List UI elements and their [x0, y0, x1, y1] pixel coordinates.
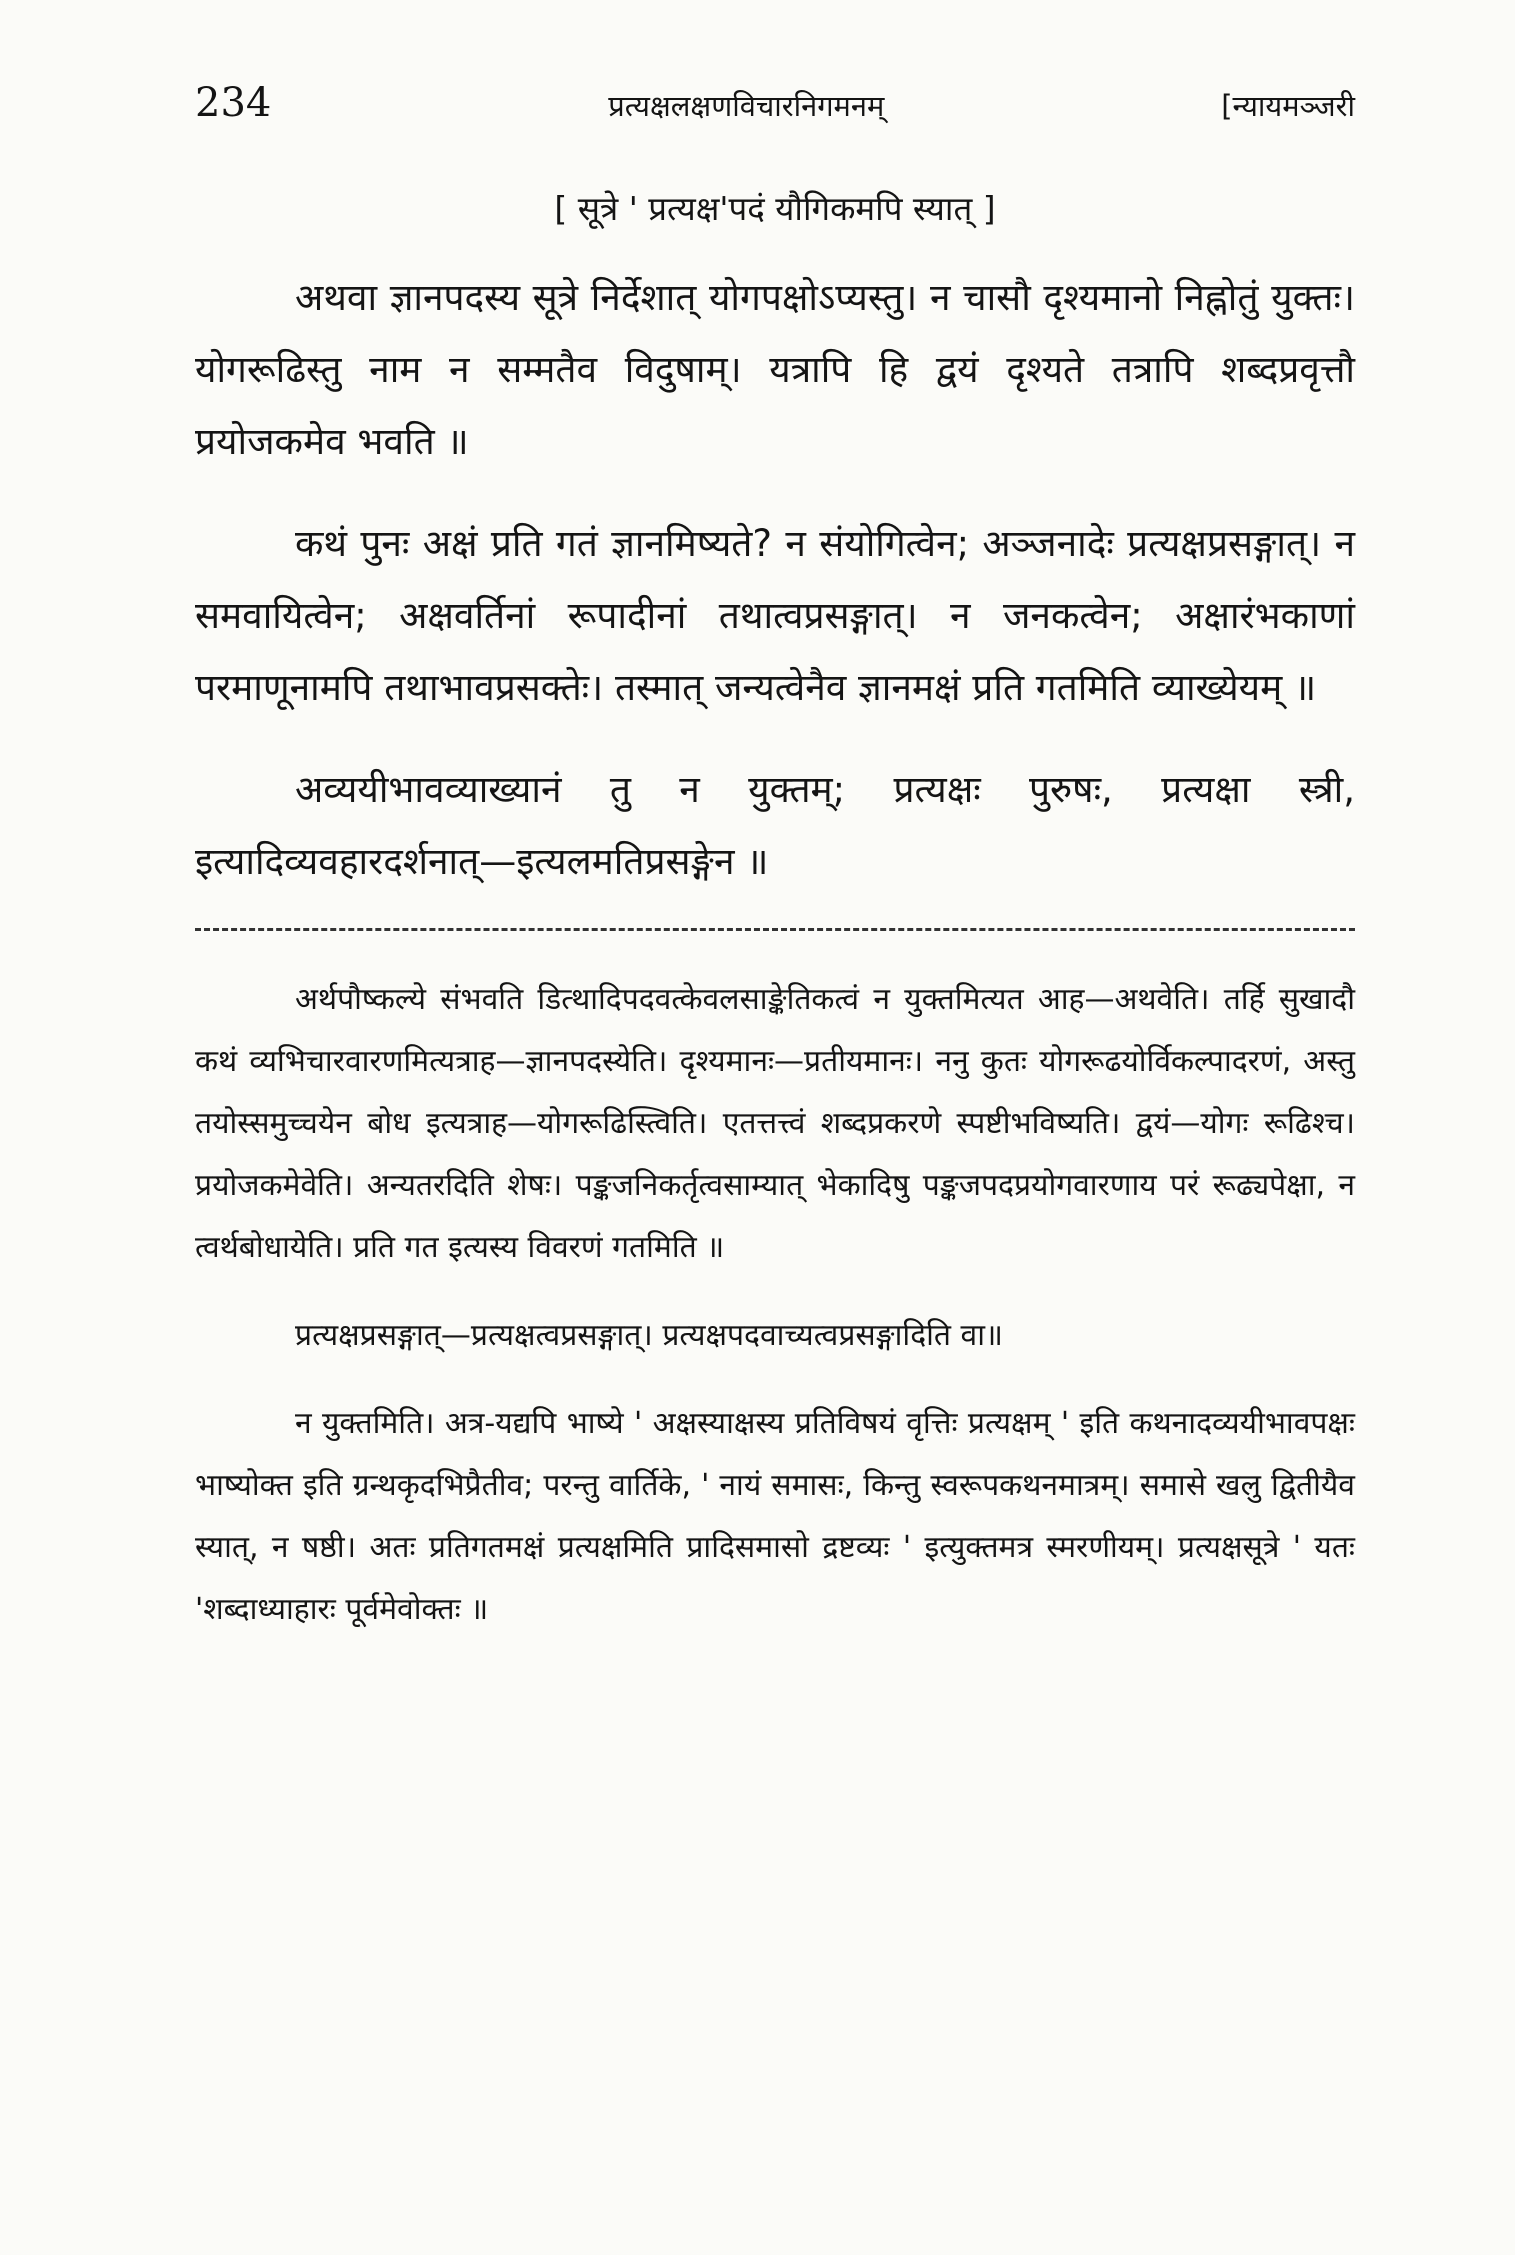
main-paragraph: अथवा ज्ञानपदस्य सूत्रे निर्देशात् योगपक्षोऽप्यस्तु। न चासौ दृश्यमानो निह्नोतुं युक्तः। योगरूढिस्तु नाम न सम्मतैव विदुषाम्। यत्रापि हि द्वयं दृश्यते तत्रापि शब्दप्रवृत्तौ प्रयोजकमेव भवति ॥ — [195, 276, 1355, 463]
book-title: [न्यायमञ्जरी — [1221, 89, 1355, 123]
commentary-paragraph: प्रत्यक्षप्रसङ्गात्—प्रत्यक्षत्वप्रसङ्गात्। प्रत्यक्षपदवाच्यत्वप्रसङ्गादिति वा॥ — [295, 1318, 1003, 1353]
section-heading: [ सूत्रे ' प्रत्यक्ष'पदं यौगिकमपि स्यात् ] — [554, 189, 996, 228]
main-paragraph: अव्ययीभावव्याख्यानं तु न युक्तम्; प्रत्यक्षः पुरुषः, प्रत्यक्षा स्त्री, इत्यादिव्यवहारदर्शनात्—इत्यलमतिप्रसङ्गेन ॥ — [195, 768, 1355, 883]
page-header — [195, 80, 1355, 140]
commentary-paragraph: अर्थपौष्कल्ये संभवति डित्थादिपदवत्केवलसाङ्केतिकत्वं न युक्तमित्यत आह—अथवेति। तर्हि सुखादौ कथं व्यभिचारवारणमित्यत्राह—ज्ञानपदस्येति। दृश्यमानः—प्रतीयमानः। ननु कुतः योगरूढयोर्विकल्पादरणं, अस्तु तयोस्समुच्चयेन बोध इत्यत्राह—योगरूढिस्त्विति। एतत्तत्त्वं शब्दप्रकरणे स्पष्टीभविष्यति। द्वयं—योगः रूढिश्च। प्रयोजकमेवेति। अन्यतरदिति शेषः। पङ्कजनिकर्तृत्वसाम्यात् भेकादिषु पङ्कजपदप्रयोगवारणाय परं रूढ्यपेक्षा, न त्वर्थबोधायेति। प्रति गत इत्यस्य विवरणं गतमिति ॥ — [195, 982, 1355, 1265]
commentary — [195, 969, 1355, 1641]
page-number: 234 — [195, 80, 272, 126]
divider — [195, 928, 1355, 931]
running-title: प्रत्यक्षलक्षणविचारनिगमनम् — [608, 89, 885, 123]
commentary-paragraph: न युक्तमिति। अत्र-यद्यपि भाष्ये ' अक्षस्याक्षस्य प्रतिविषयं वृत्तिः प्रत्यक्षम् ' इति कथनादव्ययीभावपक्षः भाष्योक्त इति ग्रन्थकृदभिप्रैतीव; परन्तु वार्तिके, ' नायं समासः, किन्तु स्वरूपकथनमात्रम्। समासे खलु द्वितीयैव स्यात्, न षष्ठी। अतः प्रतिगतमक्षं प्रत्यक्षमिति प्रादिसमासो द्रष्टव्यः ' इत्युक्तमत्र स्मरणीयम्। प्रत्यक्षसूत्रे ' यतः 'शब्दाध्याहारः पूर्वमेवोक्तः ॥ — [195, 1406, 1355, 1627]
main-text — [195, 262, 1355, 898]
main-paragraph: कथं पुनः अक्षं प्रति गतं ज्ञानमिष्यते? न संयोगित्वेन; अञ्जनादेः प्रत्यक्षप्रसङ्गात्। न समवायित्वेन; अक्षवर्तिनां रूपादीनां तथात्वप्रसङ्गात्। न जनकत्वेन; अक्षारंभकाणां परमाणूनामपि तथाभावप्रसक्तेः। तस्मात् जन्यत्वेनैव ज्ञानमक्षं प्रति गतमिति व्याख्येयम् ॥ — [195, 522, 1355, 709]
